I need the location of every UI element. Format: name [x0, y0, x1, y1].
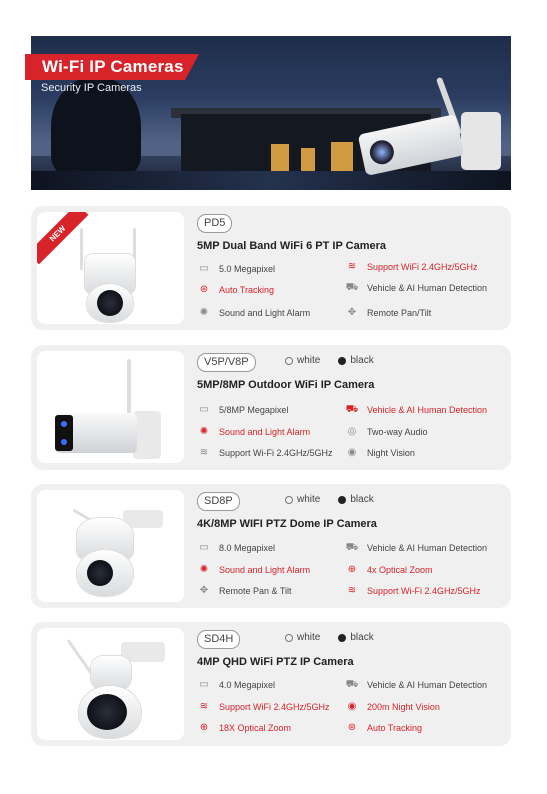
feature-item: ✺ Sound and Light Alarm — [197, 307, 310, 319]
feature-item: ▭ 5.0 Megapixel — [197, 263, 275, 275]
product-title: 4K/8MP WIFI PTZ Dome IP Camera — [197, 518, 377, 530]
person-car-icon: ⛟ — [345, 282, 359, 293]
color-swatch-white[interactable] — [285, 634, 293, 642]
wall-mount — [133, 411, 161, 459]
page-subtitle: Security IP Cameras — [41, 82, 142, 94]
feature-item: ▭ 5/8MP Megapixel — [197, 404, 288, 416]
product-card-pd5[interactable] — [31, 206, 511, 330]
color-swatch-black[interactable] — [338, 634, 346, 642]
camera-lens — [97, 290, 123, 316]
feature-item: ◎ Two-way Audio — [345, 426, 428, 438]
feature-item: ◉ Night Vision — [345, 447, 415, 459]
product-image — [37, 212, 184, 324]
lit-window — [271, 144, 289, 174]
antenna — [127, 359, 131, 415]
model-badge: PD5 — [197, 214, 232, 233]
pan-tilt-icon: ✥ — [347, 307, 357, 318]
color-swatch-white[interactable] — [285, 357, 293, 365]
color-options: white black — [285, 632, 374, 643]
color-swatch-black[interactable] — [338, 496, 346, 504]
alarm-icon: ✺ — [199, 307, 209, 318]
feature-item: ✥ Remote Pan & Tilt — [197, 585, 292, 597]
alarm-icon: ✺ — [199, 426, 209, 437]
feature-item: ▭ 8.0 Megapixel — [197, 542, 275, 554]
alarm-icon: ✺ — [199, 564, 209, 575]
product-image — [37, 351, 184, 463]
feature-item: ⊛ Auto Tracking — [345, 722, 422, 734]
feature-item: ⊛ Auto Tracking — [197, 284, 274, 296]
camera-lens — [87, 560, 113, 586]
feature-item: ✺ Sound and Light Alarm — [197, 564, 310, 576]
camera-icon: ▭ — [199, 263, 209, 274]
model-badge: SD8P — [197, 492, 240, 511]
antenna — [80, 228, 83, 270]
person-car-icon: ⛟ — [345, 679, 359, 690]
wifi-icon: ≋ — [199, 701, 209, 712]
wifi-icon: ≋ — [347, 261, 357, 272]
model-badge: SD4H — [197, 630, 240, 649]
person-car-icon: ⛟ — [345, 404, 359, 415]
feature-item: ⛟ Vehicle & AI Human Detection — [345, 542, 488, 553]
feature-item: ≋ Support WiFi 2.4GHz/5GHz — [345, 261, 478, 273]
product-title: 5MP/8MP Outdoor WiFi IP Camera — [197, 379, 375, 391]
color-swatch-black[interactable] — [338, 357, 346, 365]
camera-lens — [368, 138, 396, 166]
camera-head — [91, 656, 131, 690]
feature-item: ✺ Sound and Light Alarm — [197, 426, 310, 438]
feature-item: ≋ Support Wi-Fi 2.4GHz/5GHz — [345, 585, 481, 597]
feature-item: ⊕ 18X Optical Zoom — [197, 722, 291, 734]
product-title: 5MP Dual Band WiFi 6 PT IP Camera — [197, 240, 386, 252]
feature-item: ⛟ Vehicle & AI Human Detection — [345, 282, 488, 293]
camera-icon: ▭ — [199, 679, 209, 690]
product-title: 4MP QHD WiFi PTZ IP Camera — [197, 656, 354, 668]
page-title: Wi-Fi IP Cameras — [42, 57, 184, 76]
color-options: white black — [285, 355, 374, 366]
tracking-icon: ⊛ — [199, 284, 209, 295]
pan-tilt-icon: ✥ — [199, 585, 209, 596]
feature-item: ▭ 4.0 Megapixel — [197, 679, 275, 691]
zoom-icon: ⊕ — [347, 564, 357, 575]
eye-icon: ◉ — [347, 701, 357, 712]
tracking-icon: ⊛ — [347, 722, 357, 733]
color-options: white black — [285, 494, 374, 505]
audio-icon: ◎ — [347, 426, 357, 437]
camera-icon: ▭ — [199, 404, 209, 415]
color-swatch-white[interactable] — [285, 496, 293, 504]
camera-lens — [87, 694, 127, 730]
camera-face — [55, 415, 73, 451]
model-badge: V5P/V8P — [197, 353, 256, 372]
wifi-icon: ≋ — [199, 447, 209, 458]
feature-item: ⊕ 4x Optical Zoom — [345, 564, 433, 576]
zoom-icon: ⊕ — [199, 722, 209, 733]
feature-item: ⛟ Vehicle & AI Human Detection — [345, 404, 488, 415]
feature-item: ⛟ Vehicle & AI Human Detection — [345, 679, 488, 690]
feature-item: ≋ Support WiFi 2.4GHz/5GHz — [197, 701, 330, 713]
feature-item: ✥ Remote Pan/Tilt — [345, 307, 431, 319]
product-card-sd4h[interactable] — [31, 622, 511, 746]
feature-item: ◉ 200m Night Vision — [345, 701, 440, 713]
product-image — [37, 628, 184, 740]
product-card-v5p-v8p[interactable] — [31, 345, 511, 470]
wifi-icon: ≋ — [347, 585, 357, 596]
camera-icon: ▭ — [199, 542, 209, 553]
pool-reflection — [31, 171, 511, 190]
new-badge: NEW — [37, 212, 88, 264]
product-card-sd8p[interactable] — [31, 484, 511, 608]
feature-item: ≋ Support Wi-Fi 2.4GHz/5GHz — [197, 447, 333, 459]
person-car-icon: ⛟ — [345, 542, 359, 553]
wall-mount — [461, 112, 501, 170]
ir-led — [61, 421, 67, 427]
product-image — [37, 490, 184, 602]
ir-led — [61, 439, 67, 445]
eye-icon: ◉ — [347, 447, 357, 458]
